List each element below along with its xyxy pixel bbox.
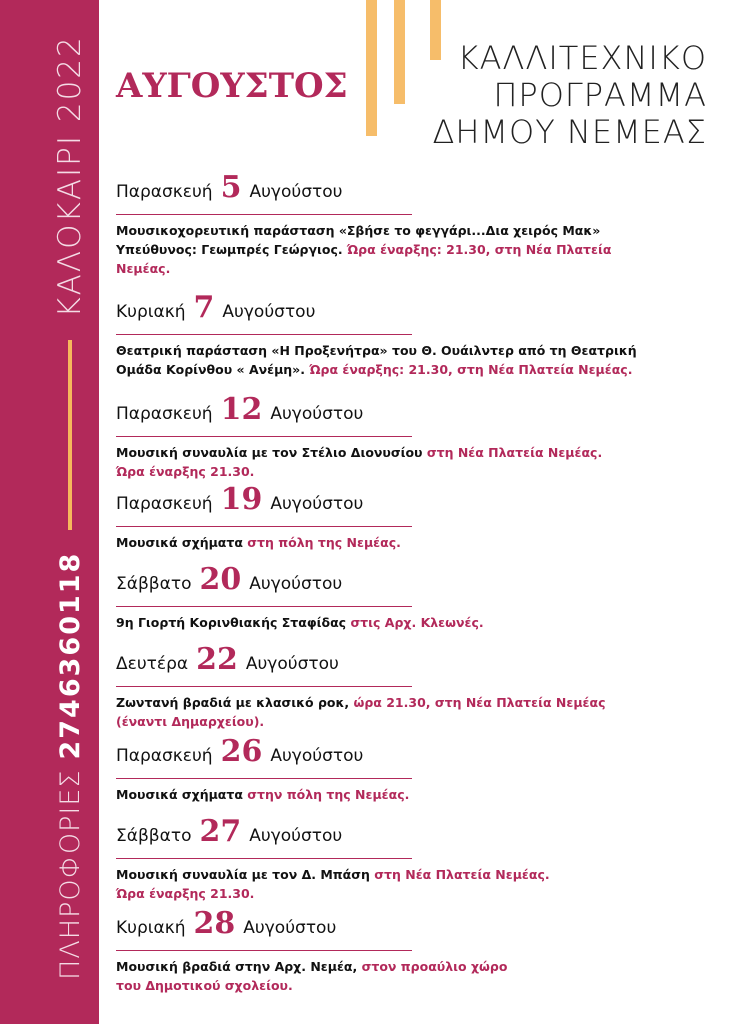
event-header — [116, 290, 637, 330]
event-item — [116, 906, 507, 995]
event-day: Σάββατο — [116, 826, 192, 846]
event-details-highlight: στη Νέα Πλατεία Νεμέας. — [374, 867, 550, 882]
event-item — [116, 392, 602, 481]
event-details-highlight: Ώρα έναρξης: 21.30, στη Νέα Πλατεία — [347, 242, 612, 257]
event-divider — [116, 214, 412, 215]
event-item — [116, 482, 412, 552]
event-description — [116, 865, 550, 903]
event-month: Αυγούστου — [222, 302, 316, 322]
event-header — [116, 170, 611, 210]
event-details-highlight: Ώρα έναρξης: 21.30, στη Νέα Πλατεία Νεμέας. — [309, 362, 633, 377]
event-date: 19 — [220, 482, 263, 517]
event-details-text: Μουσικοχορευτική παράσταση «Σβήσε το φεγγάρι...Δια χειρός Μακ» — [116, 223, 601, 238]
event-divider — [116, 606, 412, 607]
event-divider — [116, 858, 412, 859]
event-date: 20 — [199, 562, 242, 597]
event-month: Αυγούστου — [270, 746, 364, 766]
event-header — [116, 734, 412, 774]
event-date: 28 — [193, 906, 236, 941]
event-item — [116, 170, 611, 278]
event-day: Παρασκευή — [116, 182, 213, 202]
event-header — [116, 906, 507, 946]
event-description — [116, 957, 507, 995]
event-day: Παρασκευή — [116, 746, 213, 766]
event-month: Αυγούστου — [243, 918, 337, 938]
event-month: Αυγούστου — [270, 494, 364, 514]
sidebar-vertical-text — [50, 35, 90, 980]
event-date: 7 — [193, 290, 215, 325]
decorative-bar — [366, 0, 377, 136]
event-month: Αυγούστου — [249, 182, 343, 202]
event-details-highlight: στη πόλη της Νεμέας. — [247, 535, 401, 550]
event-divider — [116, 334, 412, 335]
event-details-text: 9η Γιορτή Κορινθιακής Σταφίδας — [116, 615, 351, 630]
month-title: ΑΥΓΟΥΣΤΟΣ — [116, 66, 348, 106]
event-description — [116, 341, 637, 379]
event-description — [116, 533, 412, 552]
event-divider — [116, 436, 412, 437]
event-day: Δευτέρα — [116, 654, 189, 674]
event-day: Κυριακή — [116, 918, 186, 938]
event-item — [116, 734, 412, 804]
event-description — [116, 613, 484, 632]
phone-number: 2746360118 — [54, 551, 86, 760]
event-details-highlight: ώρα 21.30, στη Νέα Πλατεία Νεμέας — [353, 695, 606, 710]
event-header — [116, 482, 412, 522]
event-date: 12 — [220, 392, 263, 427]
event-details-text: Υπεύθυνος: Γεωμπρές Γεώργιος. — [116, 242, 347, 257]
event-divider — [116, 950, 412, 951]
event-header — [116, 642, 605, 682]
event-description — [116, 221, 611, 278]
event-item — [116, 642, 605, 731]
event-header — [116, 814, 550, 854]
event-details-highlight: στην πόλη της Νεμέας. — [247, 787, 410, 802]
heading-line-3: ΔΗΜΟΥ ΝΕΜΕΑΣ — [432, 113, 707, 151]
event-details-highlight: Ώρα έναρξης 21.30. — [116, 464, 255, 479]
event-details-highlight: (έναντι Δημαρχείου). — [116, 714, 265, 729]
event-month: Αυγούστου — [249, 574, 343, 594]
event-date: 26 — [220, 734, 263, 769]
event-month: Αυγούστου — [249, 826, 343, 846]
event-details-highlight: Νεμέας. — [116, 261, 171, 276]
event-item — [116, 562, 484, 632]
event-day: Σάββατο — [116, 574, 192, 594]
event-header — [116, 392, 602, 432]
event-details-highlight: του Δημοτικού σχολείου. — [116, 978, 293, 993]
event-details-text: Ζωντανή βραδιά με κλασικό ροκ, — [116, 695, 354, 710]
event-details-text: Μουσική συναυλία με τον Δ. Μπάση — [116, 867, 375, 882]
event-details-text: Θεατρική παράσταση «Η Προξενήτρα» του Θ. Ουάιλντερ από τη Θεατρική — [116, 343, 637, 358]
event-item — [116, 290, 637, 379]
event-month: Αυγούστου — [245, 654, 339, 674]
event-divider — [116, 778, 412, 779]
info-label: ΠΛΗΡΟΦΟΡΙΕΣ — [54, 769, 86, 980]
event-details-highlight: Ώρα έναρξης 21.30. — [116, 886, 255, 901]
event-header — [116, 562, 484, 602]
event-details-text: Μουσική συναυλία με τον Στέλιο Διονυσίου — [116, 445, 427, 460]
decorative-bar — [394, 0, 405, 104]
event-details-highlight: στη Νέα Πλατεία Νεμέας. — [426, 445, 603, 460]
event-description — [116, 785, 412, 804]
event-details-highlight: στον προαύλιο χώρο — [361, 959, 508, 974]
event-details-text: Μουσικά σχήματα — [116, 535, 248, 550]
heading-line-1: ΚΑΛΛΙΤΕΧΝΙΚΟ — [457, 39, 707, 77]
event-date: 27 — [199, 814, 242, 849]
sidebar-divider — [99, 0, 102, 1024]
season-label: ΚΑΛΟΚΑΙΡΙ 2022 — [52, 35, 88, 318]
event-details-highlight: στις Αρχ. Κλεωνές. — [350, 615, 484, 630]
event-day: Παρασκευή — [116, 494, 213, 514]
event-date: 22 — [196, 642, 238, 677]
heading-line-2: ΠΡΟΓΡΑΜΜΑ — [493, 76, 707, 114]
event-details-text: Μουσικά σχήματα — [116, 787, 248, 802]
event-day: Κυριακή — [116, 302, 186, 322]
event-divider — [116, 686, 412, 687]
sidebar-accent-line — [68, 340, 72, 530]
event-details-text: Μουσική βραδιά στην Αρχ. Νεμέα, — [116, 959, 362, 974]
event-details-text: Ομάδα Κορίνθου « Ανέμη». — [116, 362, 310, 377]
page-heading — [432, 40, 707, 151]
event-month: Αυγούστου — [270, 404, 364, 424]
event-description — [116, 443, 602, 481]
event-item — [116, 814, 550, 903]
event-date: 5 — [220, 170, 242, 205]
event-divider — [116, 526, 412, 527]
event-day: Παρασκευή — [116, 404, 213, 424]
event-description — [116, 693, 605, 731]
